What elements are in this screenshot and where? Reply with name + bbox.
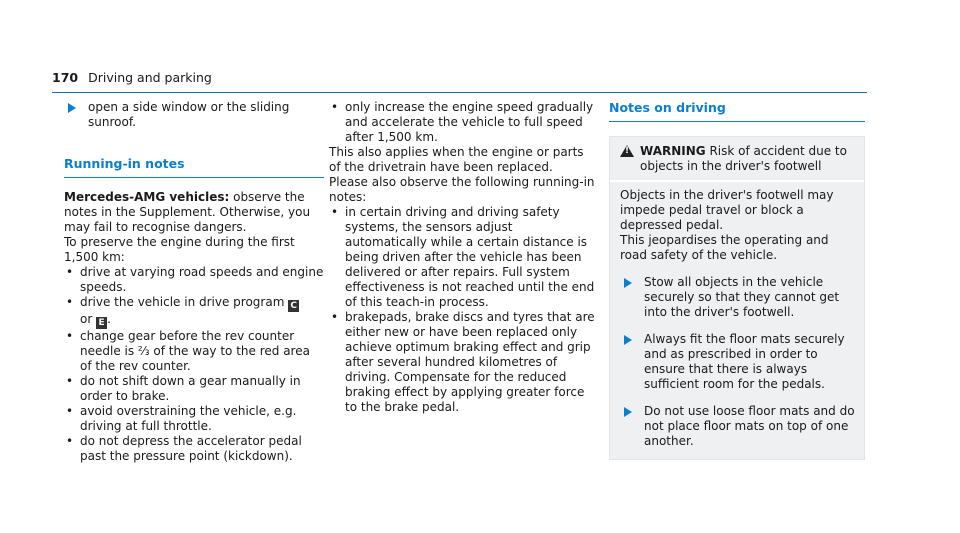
instruction-step [64, 100, 324, 130]
warning-text: This jeopardises the operating and road safety of the vehicle. [620, 233, 829, 262]
running-in-list [64, 265, 324, 464]
list-item: • change gear before the rev counter needle is ⅔ of the way to the red area of the rev counter. [64, 329, 324, 374]
instruction-step [620, 404, 856, 449]
column-middle [329, 100, 595, 415]
column-left [64, 100, 324, 464]
list-item: • do not shift down a gear manually in order to brake. [64, 374, 324, 404]
amg-label: Mercedes-AMG vehicles: [64, 190, 230, 204]
step-arrow-icon [68, 103, 76, 113]
list-item: • in certain driving and driving safety systems, the sensors adjust automatically while a certain distance is being driven after the vehicle has been delivered or after repairs. Full system effectiveness is not reached until the end of this teach-in process. [329, 205, 595, 310]
step-text: open a side window or the sliding sunroof. [88, 100, 290, 129]
amg-text: observe the notes in the Supplement. Otherwise, you may fail to recognise dangers. [64, 190, 311, 234]
column-right [609, 100, 865, 460]
or-text: or [80, 312, 93, 326]
warning-text: Objects in the driver's footwell may impede pedal travel or block a depressed pedal. [620, 188, 834, 232]
chapter-title: Driving and parking [88, 70, 212, 85]
page-number: 170 [52, 70, 79, 85]
paragraph: This also applies when the engine or parts of the drivetrain have been replaced. [329, 145, 584, 174]
list-item: • brakepads, brake discs and tyres that are either new or have been replaced only achieve optimum braking effect and grip after several hundred kilometres of driving. Compensate for the reduced braking effect by applying greater force to the brake pedal. [329, 310, 595, 415]
warning-title: Risk of accident due to objects in the driver's footwell [640, 144, 847, 173]
list-item: • drive the vehicle in drive program C or E . [64, 295, 324, 329]
list-item: • avoid overstraining the vehicle, e.g. driving at full throttle. [64, 404, 324, 434]
running-in-list-cont [329, 100, 595, 145]
step-arrow-icon [624, 278, 632, 288]
amg-note [64, 190, 324, 235]
page-header [52, 70, 867, 93]
paragraph: Please also observe the following running-in notes: [329, 175, 595, 204]
section-heading: Notes on driving [609, 100, 865, 122]
warning-box [609, 136, 865, 460]
preserve-text: To preserve the engine during the first 1,500 km: [64, 235, 295, 264]
drive-program-c-icon: C [288, 300, 299, 312]
list-item: • drive at varying road speeds and engine speeds. [64, 265, 324, 295]
section-heading: Running-in notes [64, 156, 324, 178]
warning-triangle-icon [620, 145, 634, 157]
notes-list [329, 205, 595, 415]
warning-label: WARNING [640, 144, 706, 158]
warning-body [610, 182, 864, 459]
instruction-step [620, 275, 856, 320]
step-arrow-icon [624, 335, 632, 345]
list-item: • only increase the engine speed gradually and accelerate the vehicle to full speed after 1,500 km. [329, 100, 595, 145]
warning-header [610, 137, 864, 182]
step-text: Do not use loose floor mats and do not place floor mats on top of one another. [644, 404, 855, 448]
instruction-step [620, 332, 856, 392]
step-text: Always fit the floor mats securely and as prescribed in order to ensure that there is always sufficient room for the pedals. [644, 332, 845, 391]
drive-program-e-icon: E [96, 317, 107, 329]
step-arrow-icon [624, 407, 632, 417]
list-item: • do not depress the accelerator pedal past the pressure point (kickdown). [64, 434, 324, 464]
step-text: Stow all objects in the vehicle securely so that they cannot get into the driver's footwell. [644, 275, 840, 319]
list-item-text: drive the vehicle in drive program [80, 295, 285, 309]
